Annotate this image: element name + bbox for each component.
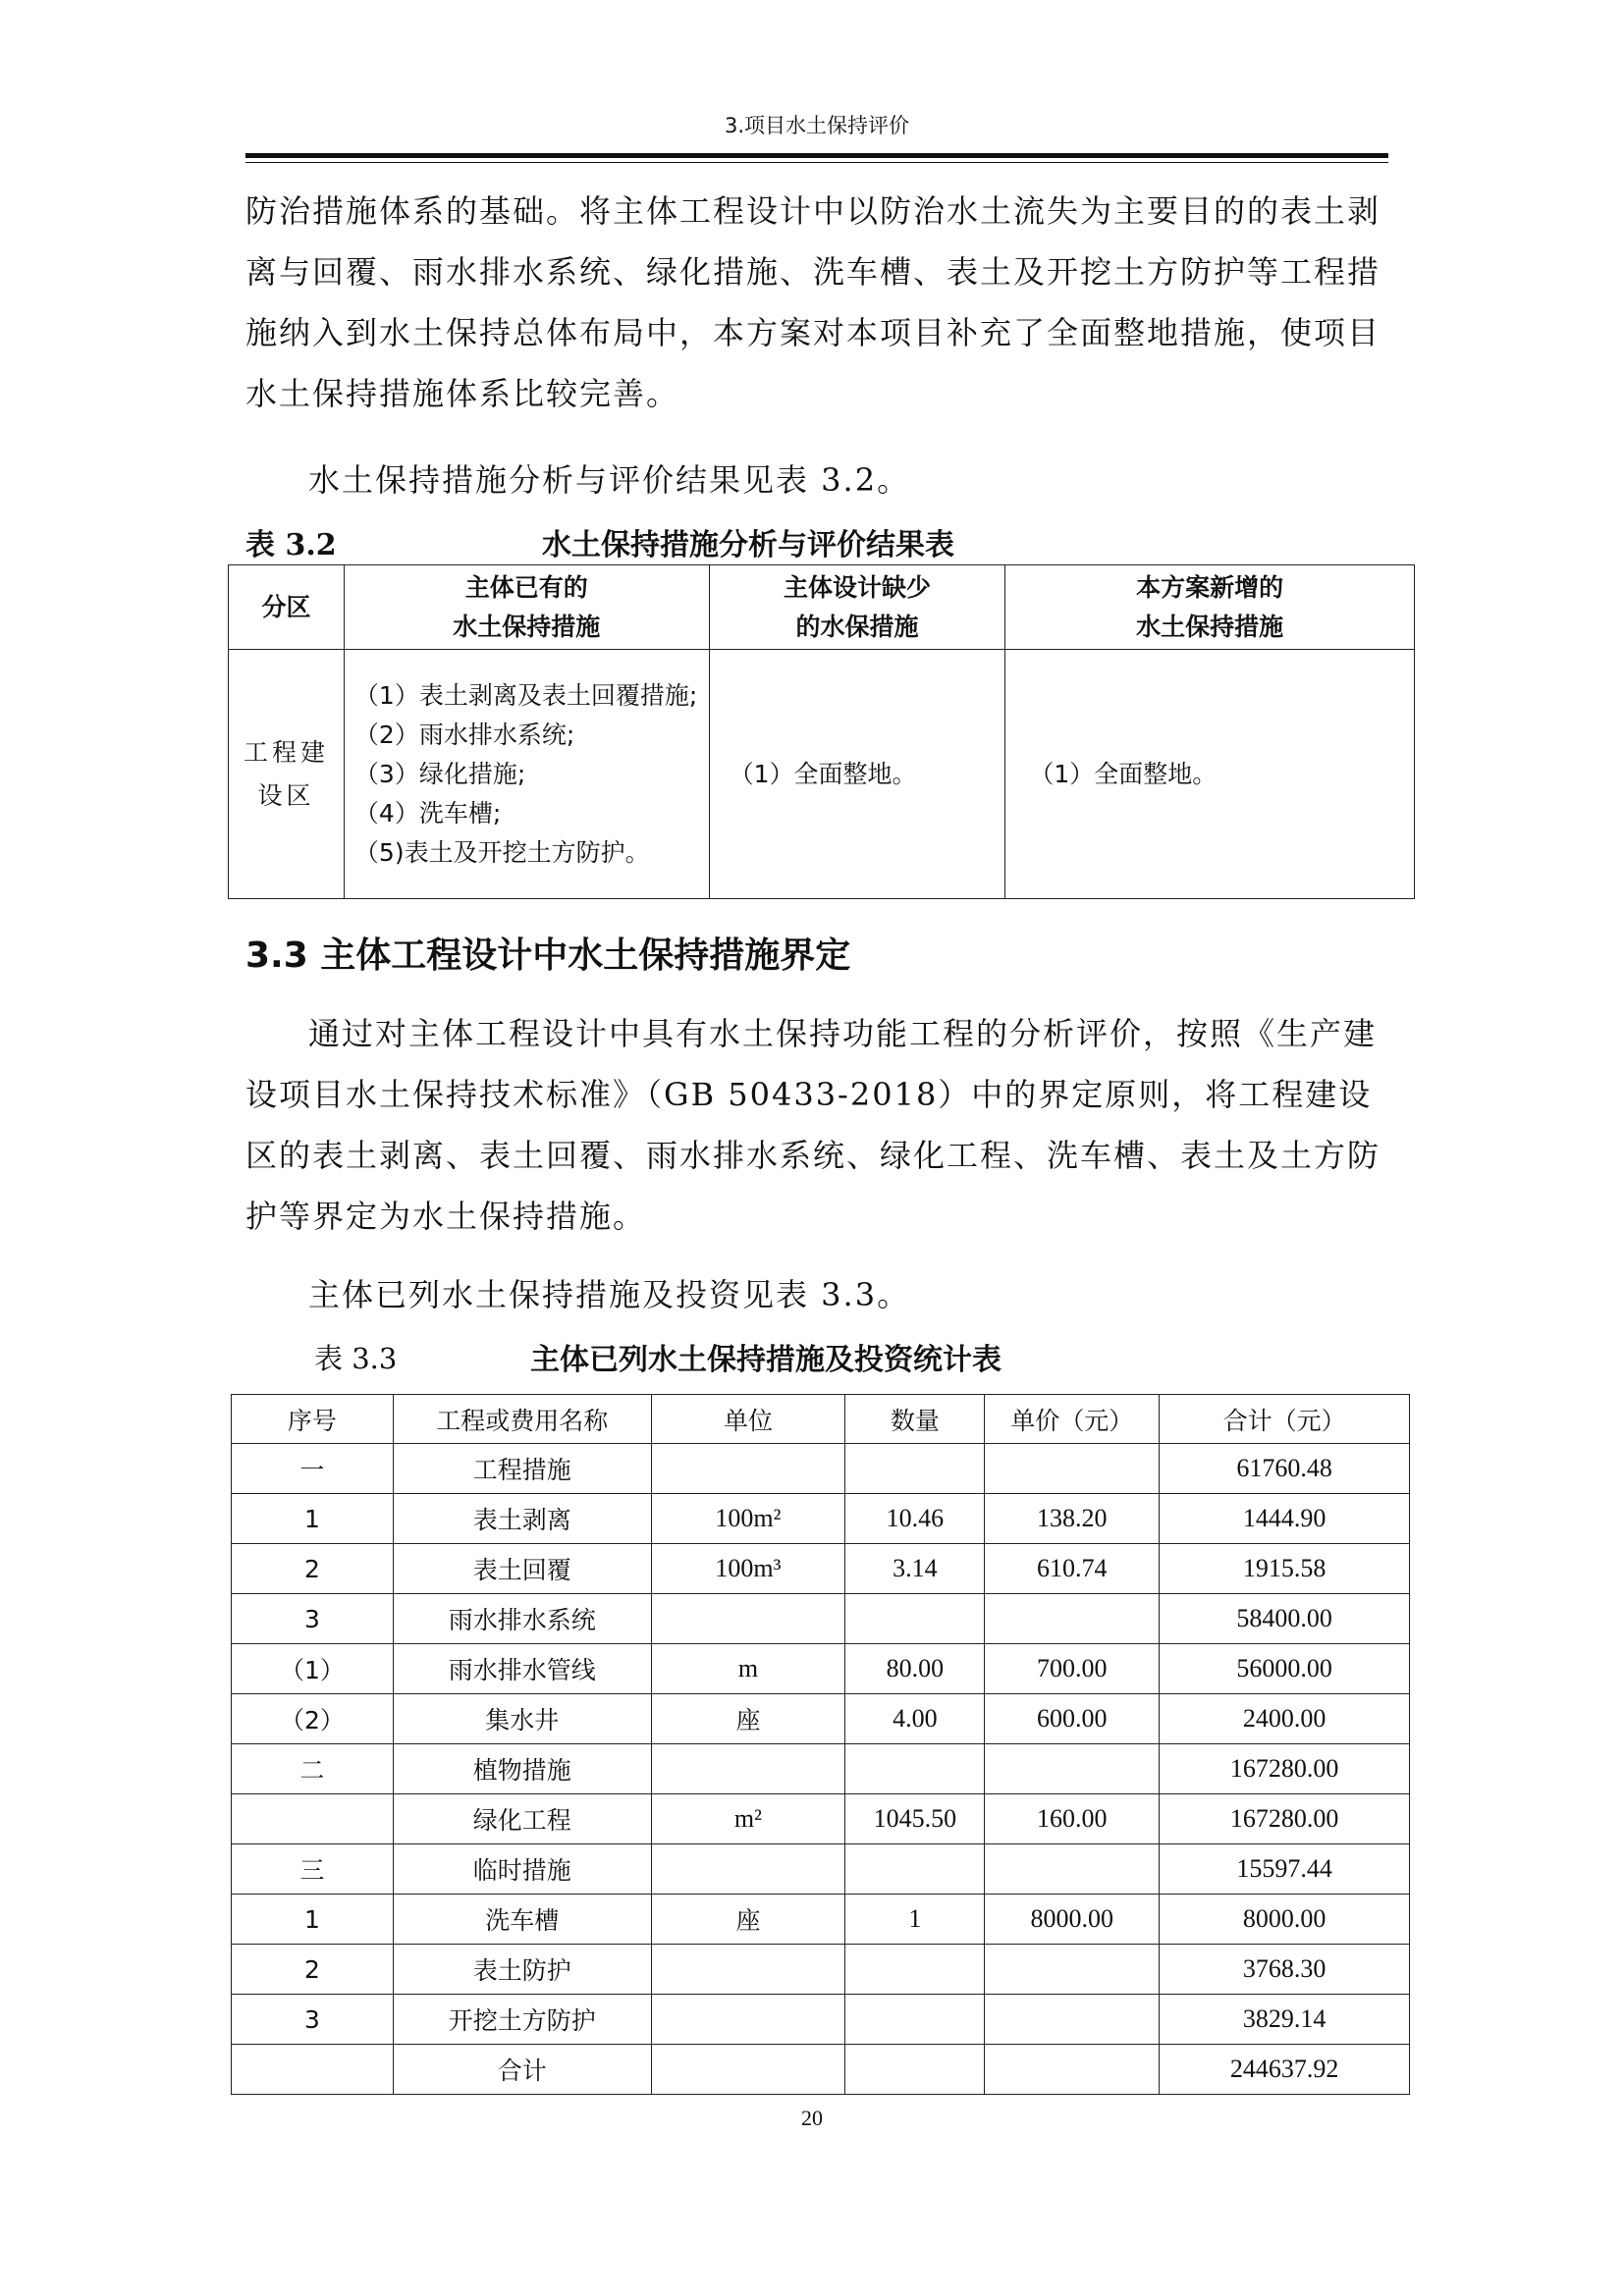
- table-row: [232, 1945, 1410, 1995]
- table-row: [232, 1995, 1410, 2045]
- unit-price-cell: [985, 1844, 1160, 1895]
- unit-price-cell: [985, 1744, 1160, 1794]
- item-name-cell: 洗车槽: [393, 1895, 651, 1945]
- index-cell: （2）: [232, 1694, 394, 1744]
- item-name-cell: 表土剥离: [393, 1494, 651, 1544]
- total-cell: 2400.00: [1160, 1694, 1410, 1744]
- header-missing: [709, 565, 1005, 650]
- unit-cell: [651, 1995, 845, 2045]
- table-row: [232, 1794, 1410, 1844]
- item-name-cell: 表土防护: [393, 1945, 651, 1995]
- unit-price-cell: 600.00: [985, 1694, 1160, 1744]
- table-row: [232, 2045, 1410, 2095]
- item-name-cell: 工程措施: [393, 1444, 651, 1494]
- section-heading: 3.3 主体工程设计中水土保持措施界定: [245, 935, 851, 976]
- existing-measure-1: （1）表土剥离及表土回覆措施;: [353, 680, 698, 710]
- quantity-cell: 1045.50: [845, 1794, 985, 1844]
- header-added-line2: 水土保持措施: [1136, 612, 1284, 641]
- header-unit: 单位: [651, 1395, 845, 1444]
- header-missing-line1: 主体设计缺少: [783, 572, 931, 602]
- header-total: 合计（元）: [1160, 1395, 1410, 1444]
- unit-price-cell: [985, 1995, 1160, 2045]
- missing-measures-cell: （1）全面整地。: [709, 650, 1005, 899]
- header-rule-thin: [245, 162, 1388, 163]
- unit-cell: [651, 1744, 845, 1794]
- item-name-cell: 绿化工程: [393, 1794, 651, 1844]
- unit-price-cell: [985, 1594, 1160, 1644]
- paragraph-1: 防治措施体系的基础。将主体工程设计中以防治水土流失为主要目的的表土剥离与回覆、雨水排水系统、绿化措施、洗车槽、表土及开挖土方防护等工程措施纳入到水土保持总体布局中，本方案对本项目补充了全面整地措施，使项目水土保持措施体系比较完善。: [245, 192, 1381, 412]
- header-added: [1005, 565, 1415, 650]
- table-3-3: [231, 1394, 1410, 2095]
- unit-cell: [651, 1444, 845, 1494]
- table-header-row: [229, 565, 1415, 650]
- header-missing-line2: 的水保措施: [795, 612, 919, 641]
- quantity-cell: [845, 1945, 985, 1995]
- table-3-2-number: 表 3.2: [245, 528, 337, 562]
- total-cell: 15597.44: [1160, 1844, 1410, 1895]
- existing-measure-3: （3）绿化措施;: [353, 759, 526, 788]
- quantity-cell: [845, 2045, 985, 2095]
- index-cell: 1: [232, 1895, 394, 1945]
- total-cell: 167280.00: [1160, 1744, 1410, 1794]
- quantity-cell: [845, 1594, 985, 1644]
- quantity-cell: [845, 1995, 985, 2045]
- table-row: [232, 1694, 1410, 1744]
- unit-price-cell: 8000.00: [985, 1895, 1160, 1945]
- existing-measure-2: （2）雨水排水系统;: [353, 720, 575, 749]
- unit-cell: m²: [651, 1794, 845, 1844]
- table-3-3-number: 表 3.3: [314, 1342, 398, 1375]
- total-cell: 244637.92: [1160, 2045, 1410, 2095]
- index-cell: 2: [232, 1544, 394, 1594]
- total-cell: 8000.00: [1160, 1895, 1410, 1945]
- table-header-row: [232, 1395, 1410, 1444]
- unit-cell: 100m²: [651, 1494, 845, 1544]
- table-3-2: [228, 564, 1415, 899]
- index-cell: 3: [232, 1594, 394, 1644]
- table-row: [232, 1544, 1410, 1594]
- table-3-3-title: 主体已列水土保持措施及投资统计表: [530, 1343, 1001, 1377]
- total-cell: 61760.48: [1160, 1444, 1410, 1494]
- header-existing-line1: 主体已有的: [464, 572, 588, 602]
- quantity-cell: [845, 1444, 985, 1494]
- header-rule-thick: [245, 153, 1388, 158]
- index-cell: 三: [232, 1844, 394, 1895]
- index-cell: [232, 2045, 394, 2095]
- unit-cell: 100m³: [651, 1544, 845, 1594]
- unit-price-cell: 700.00: [985, 1644, 1160, 1694]
- quantity-cell: [845, 1744, 985, 1794]
- unit-price-cell: [985, 1945, 1160, 1995]
- header-quantity: 数量: [845, 1395, 985, 1444]
- table-row: [232, 1594, 1410, 1644]
- zone-cell: 工程建设区: [229, 650, 345, 899]
- table-row: [232, 1744, 1410, 1794]
- table-3-2-title: 水土保持措施分析与评价结果表: [542, 528, 954, 562]
- unit-price-cell: 138.20: [985, 1494, 1160, 1544]
- quantity-cell: 4.00: [845, 1694, 985, 1744]
- unit-cell: 座: [651, 1895, 845, 1945]
- item-name-cell: 雨水排水系统: [393, 1594, 651, 1644]
- total-cell: 1444.90: [1160, 1494, 1410, 1544]
- header-unit-price: 单价（元）: [985, 1395, 1160, 1444]
- existing-measures-cell: [344, 650, 709, 899]
- quantity-cell: 80.00: [845, 1644, 985, 1694]
- added-measures-cell: （1）全面整地。: [1005, 650, 1415, 899]
- item-name-cell: 雨水排水管线: [393, 1644, 651, 1694]
- header-item-name: 工程或费用名称: [393, 1395, 651, 1444]
- quantity-cell: [845, 1844, 985, 1895]
- unit-price-cell: 610.74: [985, 1544, 1160, 1594]
- running-header: 3.项目水土保持评价: [724, 114, 910, 137]
- table-row: [232, 1895, 1410, 1945]
- index-cell: 一: [232, 1444, 394, 1494]
- quantity-cell: 1: [845, 1895, 985, 1945]
- item-name-cell: 植物措施: [393, 1744, 651, 1794]
- total-cell: 3829.14: [1160, 1995, 1410, 2045]
- item-name-cell: 临时措施: [393, 1844, 651, 1895]
- existing-measure-5: （5)表土及开挖土方防护。: [353, 837, 650, 867]
- unit-cell: m: [651, 1644, 845, 1694]
- total-cell: 167280.00: [1160, 1794, 1410, 1844]
- unit-cell: [651, 1844, 845, 1895]
- unit-price-cell: [985, 1444, 1160, 1494]
- item-name-cell: 集水井: [393, 1694, 651, 1744]
- table-row: [232, 1644, 1410, 1694]
- index-cell: 1: [232, 1494, 394, 1544]
- item-name-cell: 开挖土方防护: [393, 1995, 651, 2045]
- paragraph-3: 通过对主体工程设计中具有水土保持功能工程的分析评价，按照《生产建设项目水土保持技术标准》（GB 50433-2018）中的界定原则，将工程建设区的表土剥离、表土回覆、雨水排水系统、绿化工程、洗车槽、表土及土方防护等界定为水土保持措施。: [245, 1015, 1381, 1235]
- unit-cell: [651, 2045, 845, 2095]
- paragraph-2: 水土保持措施分析与评价结果见表 3.2。: [308, 461, 911, 499]
- index-cell: [232, 1794, 394, 1844]
- header-existing: [344, 565, 709, 650]
- index-cell: （1）: [232, 1644, 394, 1694]
- table-body: [232, 1444, 1410, 2095]
- unit-price-cell: [985, 2045, 1160, 2095]
- quantity-cell: 10.46: [845, 1494, 985, 1544]
- header-added-line1: 本方案新增的: [1136, 572, 1284, 602]
- index-cell: 2: [232, 1945, 394, 1995]
- total-cell: 56000.00: [1160, 1644, 1410, 1694]
- item-name-cell: 合计: [393, 2045, 651, 2095]
- table-row: [232, 1844, 1410, 1895]
- total-cell: 1915.58: [1160, 1544, 1410, 1594]
- index-cell: 二: [232, 1744, 394, 1794]
- table-row: [232, 1444, 1410, 1494]
- unit-cell: [651, 1945, 845, 1995]
- unit-cell: [651, 1594, 845, 1644]
- header-existing-line2: 水土保持措施: [453, 612, 601, 641]
- existing-measure-4: （4）洗车槽;: [353, 798, 502, 828]
- table-row: [229, 650, 1415, 899]
- item-name-cell: 表土回覆: [393, 1544, 651, 1594]
- unit-cell: 座: [651, 1694, 845, 1744]
- paragraph-4: 主体已列水土保持措施及投资见表 3.3。: [308, 1276, 911, 1313]
- total-cell: 3768.30: [1160, 1945, 1410, 1995]
- total-cell: 58400.00: [1160, 1594, 1410, 1644]
- header-index: 序号: [232, 1395, 394, 1444]
- header-zone: 分区: [229, 565, 345, 650]
- page-number: 20: [801, 2106, 823, 2130]
- quantity-cell: 3.14: [845, 1544, 985, 1594]
- index-cell: 3: [232, 1995, 394, 2045]
- unit-price-cell: 160.00: [985, 1794, 1160, 1844]
- table-row: [232, 1494, 1410, 1544]
